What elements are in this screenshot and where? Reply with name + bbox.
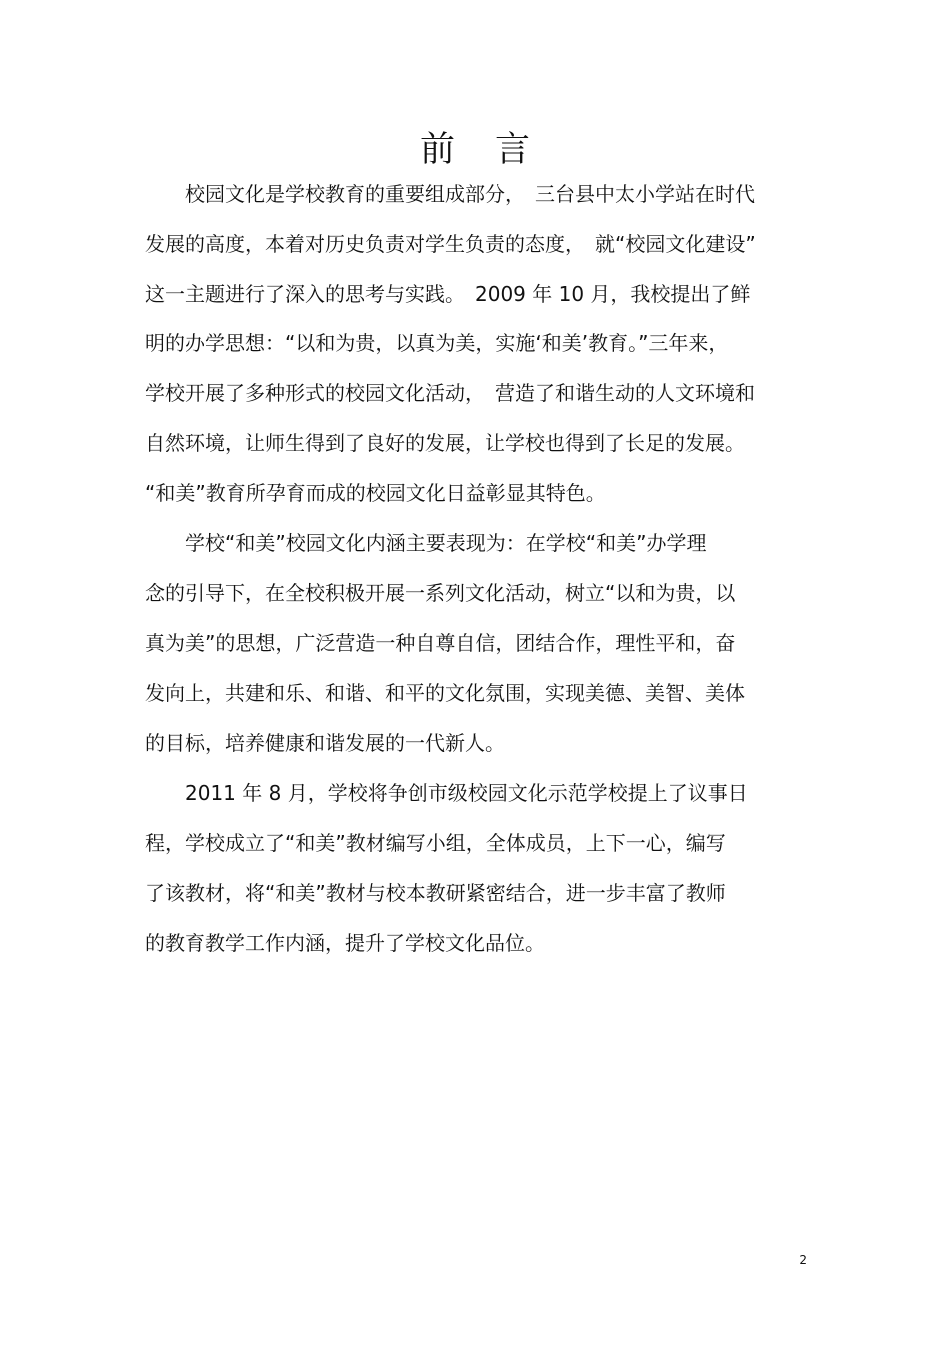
paragraph-line: 念的引导下，在全校积极开展一系列文化活动，树立“以和为贵，以 [145,581,736,605]
title-char-2: 言 [495,130,531,170]
paragraph-line: 校园文化是学校教育的重要组成部分， 三台县中太小学站在时代 [145,182,755,206]
paragraph-line: “和美”教育所孕育而成的校园文化日益彰显其特色。 [145,481,606,505]
page-title [0,120,950,180]
page-number: 2 [799,1253,807,1267]
paragraph-line: 学校“和美”校园文化内涵主要表现为：在学校“和美”办学理 [145,531,707,555]
paragraph-line: 明的办学思想：“以和为贵，以真为美，实施‘和美’教育。”三年来， [145,331,729,355]
paragraph-line: 2011 年 8 月，学校将争创市级校园文化示范学校提上了议事日 [145,781,748,805]
paragraph-line: 真为美”的思想，广泛营造一种自尊自信，团结合作，理性平和，奋 [145,631,736,655]
paragraph-line: 发向上，共建和乐、和谐、和平的文化氛围，实现美德、美智、美体 [145,681,745,705]
title-char-1: 前 [419,130,455,170]
paragraph-line: 这一主题进行了深入的思考与实践。 2009 年 10 月，我校提出了鲜 [145,282,751,306]
paragraph-line: 学校开展了多种形式的校园文化活动， 营造了和谐生动的人文环境和 [145,381,755,405]
paragraph-line: 了该教材，将“和美”教材与校本教研紧密结合，进一步丰富了教师 [145,881,726,905]
paragraph-line: 的目标，培养健康和谐发展的一代新人。 [145,731,505,755]
paragraph-line: 程，学校成立了“和美”教材编写小组，全体成员，上下一心，编写 [145,831,726,855]
paragraph-line: 的教育教学工作内涵，提升了学校文化品位。 [145,931,545,955]
paragraph-line: 发展的高度，本着对历史负责对学生负责的态度， 就“校园文化建设” [145,232,756,256]
paragraph-line: 自然环境，让师生得到了良好的发展，让学校也得到了长足的发展。 [145,431,745,455]
